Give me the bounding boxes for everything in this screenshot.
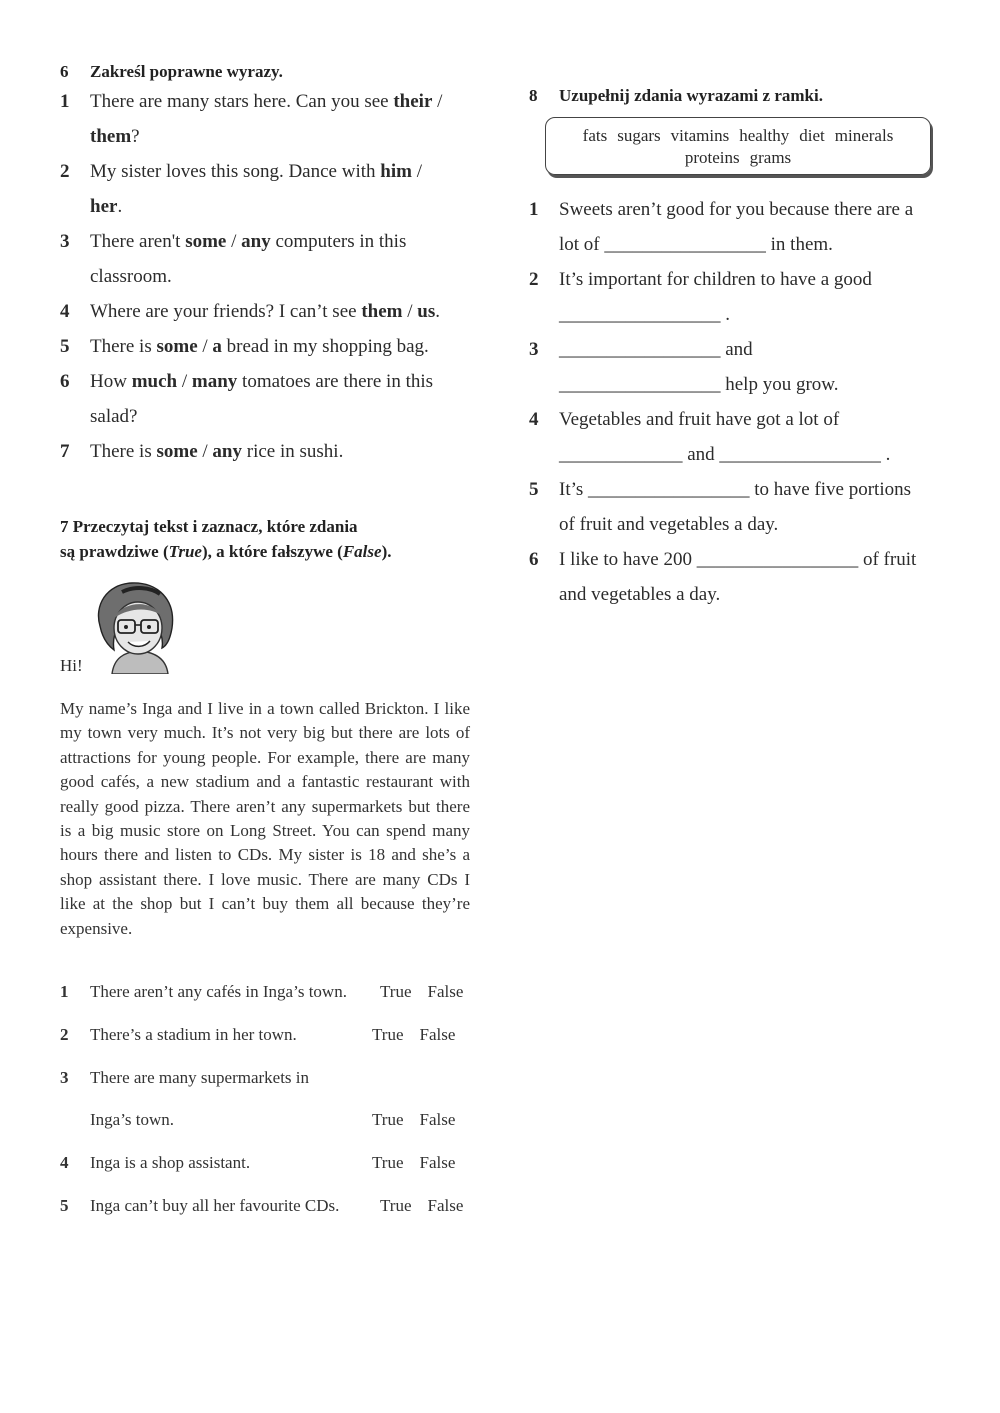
exercise-8-title: 8 Uzupełnij zdania wyrazami z ramki. bbox=[529, 86, 823, 105]
false-option[interactable]: False bbox=[419, 1153, 456, 1172]
option-a[interactable]: some bbox=[156, 441, 198, 462]
word: minerals bbox=[834, 126, 894, 145]
option-b[interactable]: any bbox=[241, 231, 271, 252]
avatar bbox=[92, 578, 186, 674]
list-item: 4 Inga is a shop assistant. True False bbox=[60, 1153, 456, 1172]
option-b[interactable]: many bbox=[191, 371, 238, 392]
option-a[interactable]: them bbox=[361, 301, 403, 322]
list-item: 2 It’s important for children to have a good _________________ . bbox=[529, 262, 959, 332]
option-a[interactable]: him bbox=[380, 161, 412, 182]
list-item: 6 I like to have 200 _________________ of fruit and vegetables a day. bbox=[529, 542, 959, 612]
list-item: 6 How much / many tomatoes are there in this salad? bbox=[60, 371, 434, 427]
list-item: 5 There is some / a bread in my shopping bag. bbox=[60, 336, 429, 357]
false-option[interactable]: False bbox=[419, 1025, 456, 1044]
exercise-7-title: 7 Przeczytaj tekst i zaznacz, które zdania są prawdziwe (True), a które fałszywe (False). bbox=[60, 517, 392, 561]
sentence-line[interactable]: Vegetables and fruit have got a lot of bbox=[559, 409, 840, 430]
option-b[interactable]: us bbox=[417, 301, 436, 322]
sentence-line[interactable]: Sweets aren’t good for you because there are a bbox=[559, 199, 914, 220]
greeting: Hi! bbox=[60, 656, 83, 675]
word: sugars bbox=[617, 126, 661, 145]
word-box bbox=[545, 117, 931, 175]
word: vitamins bbox=[670, 126, 730, 145]
sentence-line[interactable]: I like to have 200 _________________ of fruit bbox=[559, 549, 917, 570]
false-option[interactable]: False bbox=[427, 982, 464, 1001]
list-item: 4 Vegetables and fruit have got a lot of _____________ and _________________ . bbox=[529, 402, 959, 472]
girl-avatar-icon bbox=[92, 578, 186, 674]
option-b[interactable]: them bbox=[90, 126, 132, 147]
exercise-6-list bbox=[60, 84, 472, 469]
list-item: 7 There is some / any rice in sushi. bbox=[60, 441, 344, 462]
option-b[interactable]: any bbox=[212, 441, 242, 462]
list-item: 1 There are many stars here. Can you see their / them? bbox=[60, 91, 443, 147]
word: fats bbox=[582, 126, 608, 145]
false-option[interactable]: False bbox=[419, 1110, 456, 1129]
sentence-line[interactable]: It’s _________________ to have five portions bbox=[559, 479, 911, 500]
word: diet bbox=[799, 126, 825, 145]
list-item: 4 Where are your friends? I can’t see them / us. bbox=[60, 301, 440, 322]
exercise-6-title: 6 Zakreśl poprawne wyrazy. bbox=[60, 62, 283, 81]
list-item: 3 There are many supermarkets in bbox=[60, 1068, 310, 1087]
list-item: 3 There aren't some / any computers in this classroom. bbox=[60, 231, 407, 287]
word: grams bbox=[749, 148, 792, 167]
true-option[interactable]: True bbox=[372, 1025, 404, 1044]
true-option[interactable]: True bbox=[380, 982, 412, 1001]
word: healthy bbox=[739, 126, 790, 145]
option-a[interactable]: some bbox=[185, 231, 227, 252]
list-item: 2 My sister loves this song. Dance with him / her. bbox=[60, 161, 422, 217]
sentence-line[interactable]: and vegetables a day. bbox=[559, 584, 721, 605]
option-a[interactable]: much bbox=[131, 371, 178, 392]
option-b[interactable]: her bbox=[90, 196, 118, 217]
sentence-line[interactable]: lot of _________________ in them. bbox=[559, 234, 833, 255]
exercise-8-list bbox=[529, 192, 959, 612]
true-option[interactable]: True bbox=[372, 1110, 404, 1129]
option-a[interactable]: some bbox=[156, 336, 198, 357]
list-item: 3 _________________ and _________________ help you grow. bbox=[529, 332, 959, 402]
sentence-line[interactable]: _________________ help you grow. bbox=[559, 374, 839, 395]
list-item: 5 It’s _________________ to have five portions of fruit and vegetables a day. bbox=[529, 472, 959, 542]
false-option[interactable]: False bbox=[427, 1196, 464, 1215]
list-item: 1 Sweets aren’t good for you because there are a lot of _________________ in them. bbox=[529, 192, 959, 262]
list-item: 1 There aren’t any cafés in Inga’s town. True False bbox=[60, 982, 464, 1001]
sentence-line[interactable]: _________________ and bbox=[559, 339, 753, 360]
sentence-line[interactable]: of fruit and vegetables a day. bbox=[559, 514, 779, 535]
option-a[interactable]: their bbox=[393, 91, 433, 112]
list-item-continued: Inga’s town. True False bbox=[90, 1110, 456, 1129]
reading-text: My name’s Inga and I live in a town called Brickton. I like my town very much. It’s not very big but there are lots of attractions for young people. For example, there are many good cafés, a new stadium and a fantastic restaurant with really good pizza. There aren’t any supermarkets but there is a big music store on Long Street. You can spend many hours there and listen to CDs. My sister is 18 and she’s a shop assistant there. I love music. There are many CDs I like at the shop but I can’t buy them all because they’re expensive. bbox=[60, 699, 470, 938]
list-item: 5 Inga can’t buy all her favourite CDs. True False bbox=[60, 1196, 464, 1215]
sentence-line[interactable]: _____________ and _________________ . bbox=[559, 444, 891, 465]
sentence-line[interactable]: It’s important for children to have a good bbox=[559, 269, 872, 290]
list-item: 2 There’s a stadium in her town. True False bbox=[60, 1025, 456, 1044]
true-option[interactable]: True bbox=[380, 1196, 412, 1215]
word: proteins bbox=[684, 148, 740, 167]
true-option[interactable]: True bbox=[372, 1153, 404, 1172]
true-false-list bbox=[60, 982, 472, 1239]
sentence-line[interactable]: _________________ . bbox=[559, 304, 730, 325]
option-b[interactable]: a bbox=[212, 336, 222, 357]
